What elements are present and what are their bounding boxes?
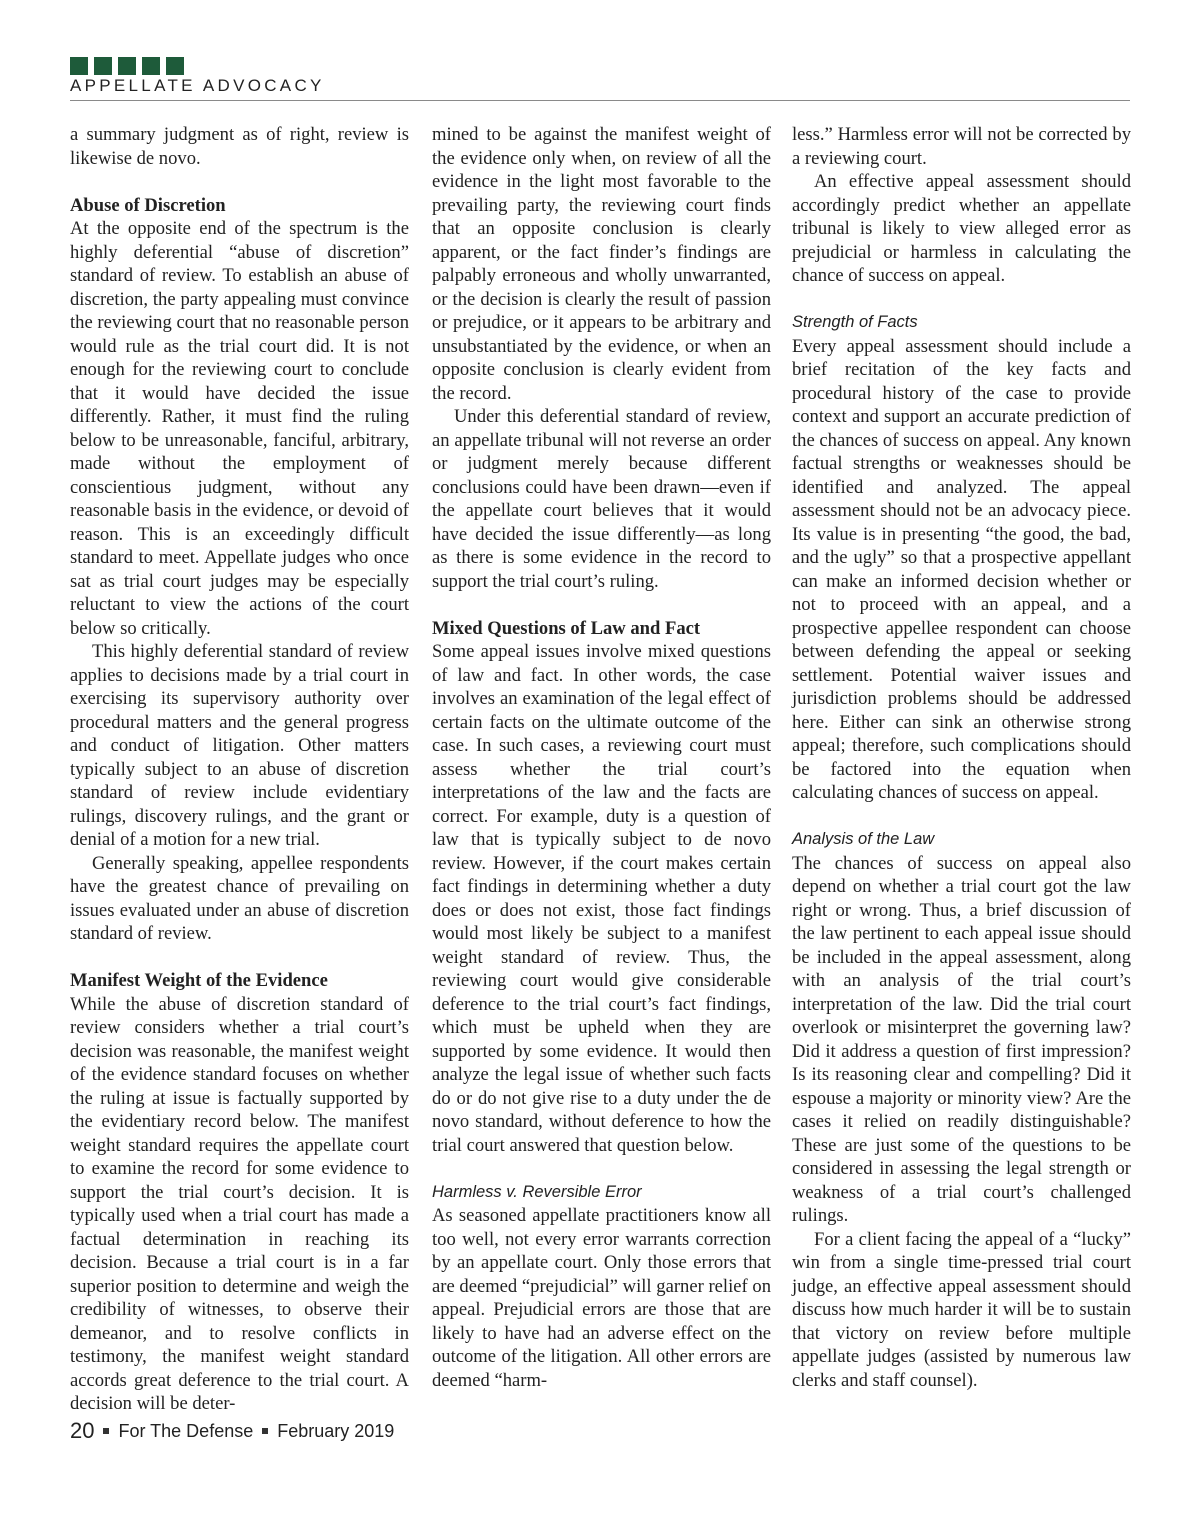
paragraph: less.” Harmless error will not be corrected by a reviewing court.: [792, 124, 1131, 169]
subheading-analysis-of-law: Analysis of the Law: [792, 830, 935, 848]
header-squares: [70, 57, 1130, 75]
header-square: [118, 57, 136, 75]
paragraph: At the opposite end of the spectrum is the highly deferential “abuse of discretion” standard of review. To establish an abuse of discretion, the party appealing must convince the reviewing court that no reasonable person would rule as the trial court did. It is not enough for the reviewing court to conclude that it would have decided the issue differently. Rather, it must find the ruling below to be unreasonable, fanciful, arbitrary, made without the employment of conscientious judgment, without any reasonable basis in the evidence, or devoid of reason. This is an exceedingly difficult standard to meet. Appellate judges who once sat as trial court judges may be especially reluctant to view the actions of the court below so critically.: [70, 218, 409, 639]
header-square: [142, 57, 160, 75]
header-rule: [70, 100, 1130, 101]
publication-name: For The Defense: [118, 1420, 254, 1441]
header-square: [166, 57, 184, 75]
subheading-manifest-weight: Manifest Weight of the Evidence: [70, 970, 328, 991]
bullet-separator: [103, 1428, 109, 1434]
page-header: [70, 57, 1130, 96]
bullet-separator: [262, 1428, 268, 1434]
paragraph: a summary judgment as of right, review is likewise de novo.: [70, 124, 409, 169]
paragraph: While the abuse of discretion standard of review considers whether a trial court’s decision was reasonable, the manifest weight of the evidence standard focuses on whether the ruling at issue is factually supported by the evidentiary record below. The manifest weight standard requires the appellate court to examine the record for some evidence to support the trial court’s decision. It is typically used when a trial court has made a factual determination in reaching its decision. Because a trial court is in a far superior position to determine and weigh the credibility of witnesses, to observe their demeanor, and to resolve conflicts in testimony, the manifest weight standard accords great deference to the trial court. A decision will be deter-: [70, 993, 409, 1414]
paragraph: mined to be against the manifest weight of the evidence only when, on review of all the evidence in the light most favorable to the prevailing party, the reviewing court finds that an opposite conclusion is clearly apparent, or the fact finder’s findings are palpably erroneous and wholly unwarranted, or the decision is clearly the result of passion or prejudice, or it appears to be arbitrary and unsubstantiated by the evidence, or when an opposite conclusion is clearly evident from the record.: [432, 124, 771, 404]
paragraph: For a client facing the appeal of a “lucky” win from a single time-pressed trial court judge, an effective appeal assessment should discuss how much harder it will be to sustain that victory on review before multiple appellate judges (assisted by numerous law clerks and staff counsel).: [792, 1228, 1131, 1391]
section-label: APPELLATE ADVOCACY: [70, 76, 325, 95]
column-1: [70, 123, 409, 1416]
subheading-mixed-questions: Mixed Questions of Law and Fact: [432, 617, 701, 639]
subheading-abuse-of-discretion: Abuse of Discretion: [70, 194, 226, 216]
subheading-harmless-error: Harmless v. Reversible Error: [432, 1182, 642, 1201]
subheading-strength-of-facts: Strength of Facts: [792, 313, 918, 331]
page-number: 20: [70, 1418, 95, 1443]
paragraph: This highly deferential standard of review applies to decisions made by a trial court in exercising its supervisory authority over procedural matters and the general progress and conduct of litigation. Other matters typically subject to an abuse of discretion standard of review include evidentiary rulings, discovery rulings, and the grant or denial of a motion for a new trial.: [70, 641, 409, 850]
paragraph: The chances of success on appeal also depend on whether a trial court got the law right or wrong. Thus, a brief discussion of the law pertinent to each appeal issue should be included in the appeal assessment, along with an analysis of the trial court’s interpretation of the law. Did the trial court overlook or misinterpret the governing law? Did it address a question of first impression? Is its reasoning clear and compelling? Did it espouse a majority or minority view? Are the cases it relied on readily distinguishable? These are just some of the questions to be considered in assessing the legal strength or weakness of a trial court’s challenged rulings.: [792, 852, 1131, 1226]
paragraph: As seasoned appellate practitioners know all too well, not every error warrants correction by an appellate court. Only those errors that are deemed “prejudicial” will garner relief on appeal. Prejudicial errors are those that are likely to have had an adverse effect on the outcome of the litigation. All other errors are deemed “harm-: [432, 1205, 771, 1391]
page-footer: [70, 1418, 394, 1444]
paragraph: An effective appeal assessment should accordingly predict whether an appellate tribunal is likely to view alleged error as prejudicial or harmless in calculating the chance of success on appeal.: [792, 171, 1131, 286]
issue-date: February 2019: [277, 1420, 395, 1441]
column-2: [432, 123, 771, 1392]
paragraph: Every appeal assessment should include a brief recitation of the key facts and procedural history of the case to provide context and support an accurate prediction of the chances of success on appeal. Any known factual strengths or weaknesses should be identified and analyzed. The appeal assessment should not be an advocacy piece. Its value is in presenting “the good, the bad, and the ugly” so that a prospective appellant can make an informed decision whether or not to proceed with an appeal, and a prospective appellee respondent can choose between defending the appeal or seeking settlement. Potential waiver issues and jurisdiction problems should be addressed here. Either can sink an otherwise strong appeal; therefore, such complications should be factored into the equation when calculating chances of success on appeal.: [792, 335, 1131, 803]
paragraph: Generally speaking, appellee respondents have the greatest chance of prevailing on issues evaluated under an abuse of discretion standard of review.: [70, 852, 409, 944]
header-square: [70, 57, 88, 75]
paragraph: Some appeal issues involve mixed questions of law and fact. In other words, the case involves an examination of the legal effect of certain facts on the ultimate outcome of the case. In such cases, a reviewing court must assess whether the trial court’s interpretations of the law and the facts are correct. For example, duty is a question of law that is typically subject to de novo review. However, if the court makes certain fact findings in determining whether a duty does or does not exist, those fact findings would most likely be subject to a manifest weight standard of review. Thus, the reviewing court would give considerable deference to the trial court’s fact findings, which must be upheld when they are supported by some evidence. It would then analyze the legal issue of whether such facts do or do not give rise to a duty under the de novo standard, without deference to how the trial court answered that question below.: [432, 641, 771, 1156]
header-square: [94, 57, 112, 75]
paragraph: Under this deferential standard of review, an appellate tribunal will not reverse an order or judgment merely because different conclusions could have been drawn—even if the appellate court believes that it would have decided the issue differently—as long as there is some evidence in the record to support the trial court’s ruling.: [432, 406, 771, 592]
column-3: [792, 123, 1131, 1392]
